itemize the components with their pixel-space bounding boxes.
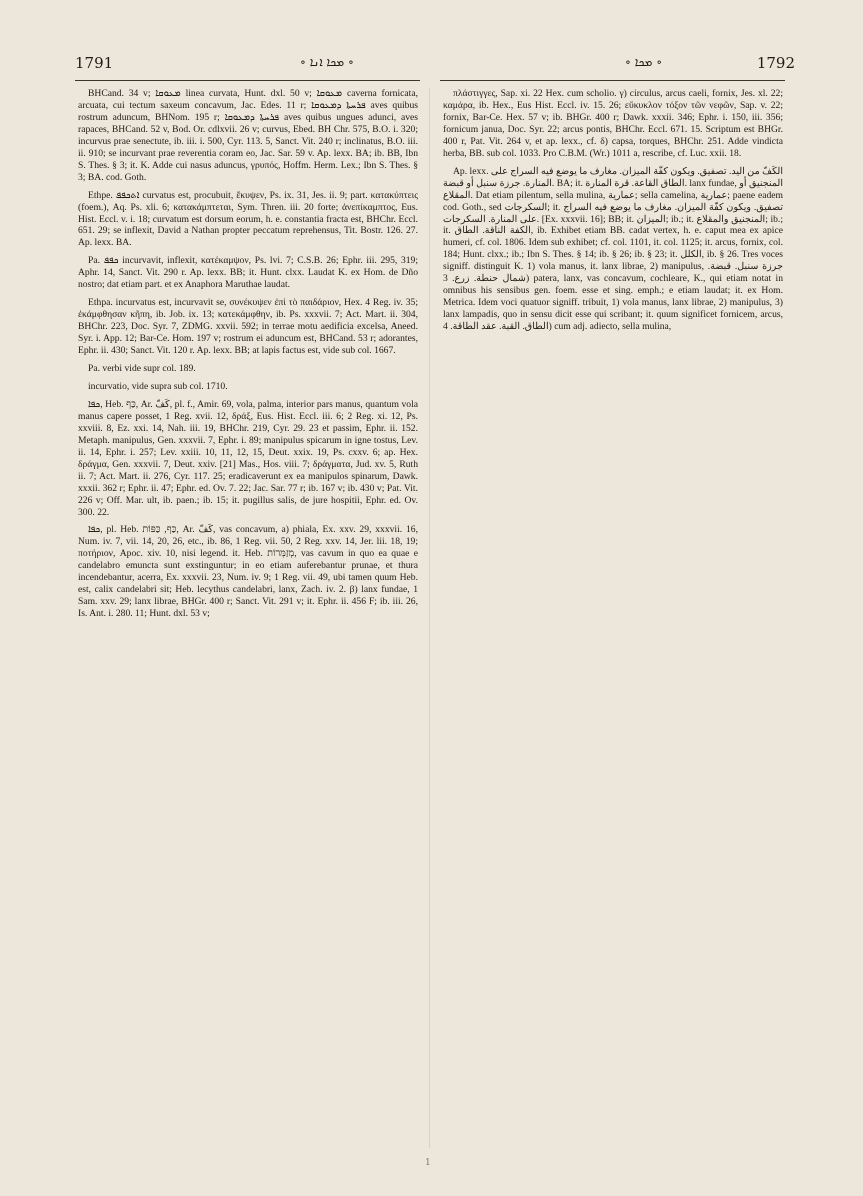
entry-paragraph: BHCand. 34 v; ܡܥܘܩܐ linea curvata, Hunt. dxl. 50 v; ܡܥܘܩܐ caverna fornicata, arcuata, cui tectum saxeum concavum, Jac. Edes. 11 r; ܦܪܚܬܐ ܕܡܥܘܩܐ aves quibus rostrum aduncum, BHNom. 195 r; ܦܪܚܬܐ ܕܡܥܘܩܐ aves quibus ungues adunci, aves rapaces, BHCand. 52 v, Bod. Or. cdlxvii. 26 v; curvus, Ebed. BH Chr. 575, B.O. i. 320; incurvus prae senectute, ib. iii. i. 500, Cyr. 113. 5, Sanct. Vit. 240 r; inclinatus, B.O. iii. ii. 910; se incurvant prae reverentia coram eo, Jac. Sar. 59 v. Ap. lexx. BA; ib. BB, Ibn S. Thes. § 3; it. K. Adde cui nasus aduncus, γρυπός, Hoffm. Herm. Lex.; Ibn S. Thes. § 3; BA. cod. Goth. xyxy=(78,88,418,183)
header-rule-left xyxy=(75,80,420,81)
right-column xyxy=(443,88,783,1148)
header-rule-right xyxy=(440,80,785,81)
page-number-right: 1792 xyxy=(756,54,795,72)
entry-paragraph: Ap. lexx. الكَفّ من اليد. تصفيق. ويكون كفّة الميزان. مغارف ما يوضع فيه السراج على المنارة. جرزة سنبل أو قبضة. BA; it. الطاق القاعة. قرة المنارة. lanx fundae, المنجنيق أو المقلاع. Dat etiam pilentum, sella mulina, عمارية; sella camelina, عمارية; paene eadem cod. Goth., sed السكرجات; it. تصفيق. ويكون كفّة الميزان. مغارف ما يوضع فيه السراج على المنارة. السكرجات. [Ex. xxxvii. 16]; BB; it. الميزان; ib.; it. المنجنيق والمقلاع; ib.; it. الكفة الناقة. الطاق, ib. Exhibet etiam BB. cadat vertex, h. e. caput mea ex apice humeri, cf. col. 1806. Idem sub exhibet; cf. col. 1101, it. col. 1125; it. arcus, fornix, col. 184; Hunt. clxx.; ib.; Ibn S. Thes. § 14; ib. § 26; ib. § 23; it. الكلل, ib. § 26. Tres voces signiff. distinguit K. 1) vola manus, it. lanx librae, 2) manipulus, جرزة سنبل. قبضة. شمال حنطة. زرع. 3) patera, lanx, vas concavum, cochleare, K., qui etiam notat in omnibus his sensibus gen. foem. esse et sing. emph.; e etiam laudat; it. ex Hom. Metrica. Idem voci quatuor signiff. tribuit, 1) vola manus, lanx librae, 2) manipulus, 3) lanx lampadis, quo in sensu dicit esse qui scribant; it. quum significet fornicem, arcus, الطاق. القبة. عقد الطاقة. 4) cum adj. adiecto, sella mulina, xyxy=(443,165,783,333)
entry-paragraph: Pa. ܟܦܦ incurvavit, inflexit, κατέκαμψον, Ps. lvi. 7; C.S.B. 26; Ephr. iii. 295, 319; Aphr. 14, Sanct. Vit. 290 r. Ap. lexx. BB; it. Hunt. clxx. Laudat K. ex Hom. de Dño nostro; dat etiam part. et ex Anaphora Maruthae laudat. xyxy=(78,255,418,291)
left-column xyxy=(78,88,418,1148)
entry-paragraph: ܟܦܐ, Heb. כַּף, Ar. كَفّ, pl. f., Amir. 69, vola, palma, interior pars manus, quantum vola manus capere posset, 1 Reg. xvii. 12, δράξ, Eus. Hist. Eccl. iii. 6; 2 Reg. xi. 12, Ps. xxviii. 8, Ez. xxi. 14, Nah. iii. 19, BHChr. 219, Cyr. 29. 23 et passim, Ephr. ii. 152. Metaph. manipulus, Gen. xxxvii. 7, Ephr. i. 89; manipulus spicarum in igne tostus, Lev. ii. 14, Ephr. i. 257; Lev. xxiii. 10, 11, 12, 15, Deut. xxix. 19, Ps. cxxv. 6; ap. Hex. δράγμα, Gen. xxxvii. 7, Deut. xxiv. [21] Mas., Hos. viii. 7; δράγματα, Jud. xv. 5, Ruth ii. 7; Act. Mart. ii. 276, Cyr. 117. 25; eradicaverunt ex ea manipulos spinarum, Dawk. xxxii. 362 r; Ephr. ii. 47; Ephr. ed. Ov. 7. 22; Jac. Sar. 77 r; ib. 167 v; ib. 430 v; Pat. Vit. 226 v; Off. Mar. ult, ib. paen.; ib. 15; it. pugillus salis, de jure hospitii, Ephr. ed. Ov. 300. 22. xyxy=(78,398,418,518)
running-head-left: ∘ ܡܟܐ ܐܢܐ ∘ xyxy=(300,55,354,69)
entry-paragraph: incurvatio, vide supra sub col. 1710. xyxy=(88,380,228,392)
footer-mark: 1 xyxy=(425,1158,431,1168)
column-divider xyxy=(429,88,430,1148)
entry-paragraph: Ethpe. ܐܬܟܦܦ curvatus est, procubuit, ἔκυψεν, Ps. ix. 31, Jes. ii. 9; part. κατακύπτεις (foem.), Aq. Ps. xli. 6; κατακάμπτεται, Sym. Thren. iii. 20 forte; ἀνεπίκαμπτος, Eus. Hist. Eccl. v. i. 18; curvatum est dorsum eorum, h. e. constantia fracta est, BHChr. Eccl. 651. 29; se inflexit, David a Nathan propter peccatum reprehensus, Tit. Bostr. 126. 27. Ap. lexx. BA. xyxy=(78,189,418,249)
entry-paragraph: ܟܦܐ, pl. Heb. כַּף, כַּפּוֹת, Ar. كَفّ, vas concavum, a) phiala, Ex. xxv. 29, xxxvii. 16, Num. iv. 7, vii. 14, 20, 26, etc., ib. 86, 1 Reg. vii. 50, 2 Reg. xxv. 14, Jer. lii. 18, 19; ποτήριον, Apoc. xiv. 10, nisi legend. it. Heb. מְזַמְּרוֹת, vas cavum in quo ea quae e candelabro emuncta sunt exstinguntur; in eo etiam auferebantur prunae, et thura incendebantur, acerra, Ex. xxxvii. 23, Num. iv. 9; 1 Reg. vii. 49, ubi tamen quum Heb. est, calix candelabri sit; Heb. lecythus candelabri, lanx, Zach. iv. 2. β) lanx fundae, 1 Sam. xxv. 29; lanx librae, BHGr. 400 r; Sanct. Vit. 291 v; it. Ephr. ii. 456 F; ib. iii. 26, Is. Ant. i. 280. 11; Hunt. dxl. 53 v; xyxy=(78,524,418,620)
entry-paragraph: Ethpa. incurvatus est, incurvavit se, συνέκυψεν ἐπὶ τὸ παιδάριον, Hex. 4 Reg. iv. 35; ἐκάμφθησαν κῆπη, ib. Job. ix. 13; κατεκάμφθην, ib. Ps. xxxvii. 7; Act. Mart. ii. 304, BHChr. 223, Doc. Syr. 7, ZDMG. xxvii. 592; in terrae motu aedificia excelsa, Aneed. Syr. i. App. 12; Bar-Ce. Hom. 197 v; rostrum ei aduncum est, BHCand. 53 r; adorantes, Ephr. ii. 430; Sanct. Vit. 120 r. Ap. lexx. BB; at lapis factus est, vide sub col. 1667. xyxy=(78,297,418,357)
page-number-left: 1791 xyxy=(75,54,114,72)
entry-paragraph: πλάστιγγες, Sap. xi. 22 Hex. cum scholio. γ) circulus, arcus caeli, fornix, Jes. xl. 22; καμάρα, ib. Hex., Eus Hist. Eccl. iv. 15. 26; εὔκυκλον τόξον τῶν νεφῶν, Sap. v. 22; fornix, Bar-Ce. Hex. 57 v; ib. BHGr. 400 r; Dawk. xxxii. 346; Ephr. i. 150, iii. 356; fornicum janua, Doc. Syr. 22; arcus pontis, BHChr. Eccl. 671. 15. Scriptum est BHGr. 400 r, Pat. Vit. 264 v, et ap. lexx., cf. δ) capsa, torques, BHChr. 251. Adde vindicta herba, BB. sub col. 1033. Pro C.B.M. (Wr.) 1011 a, rescribe, cf. Luc. xxii. 18. xyxy=(443,88,783,159)
page-header xyxy=(60,50,803,76)
entry-paragraph: Pa. verbi vide supr col. 189. xyxy=(88,363,196,375)
running-head-right: ∘ ܡܟܐ ∘ xyxy=(625,55,663,69)
